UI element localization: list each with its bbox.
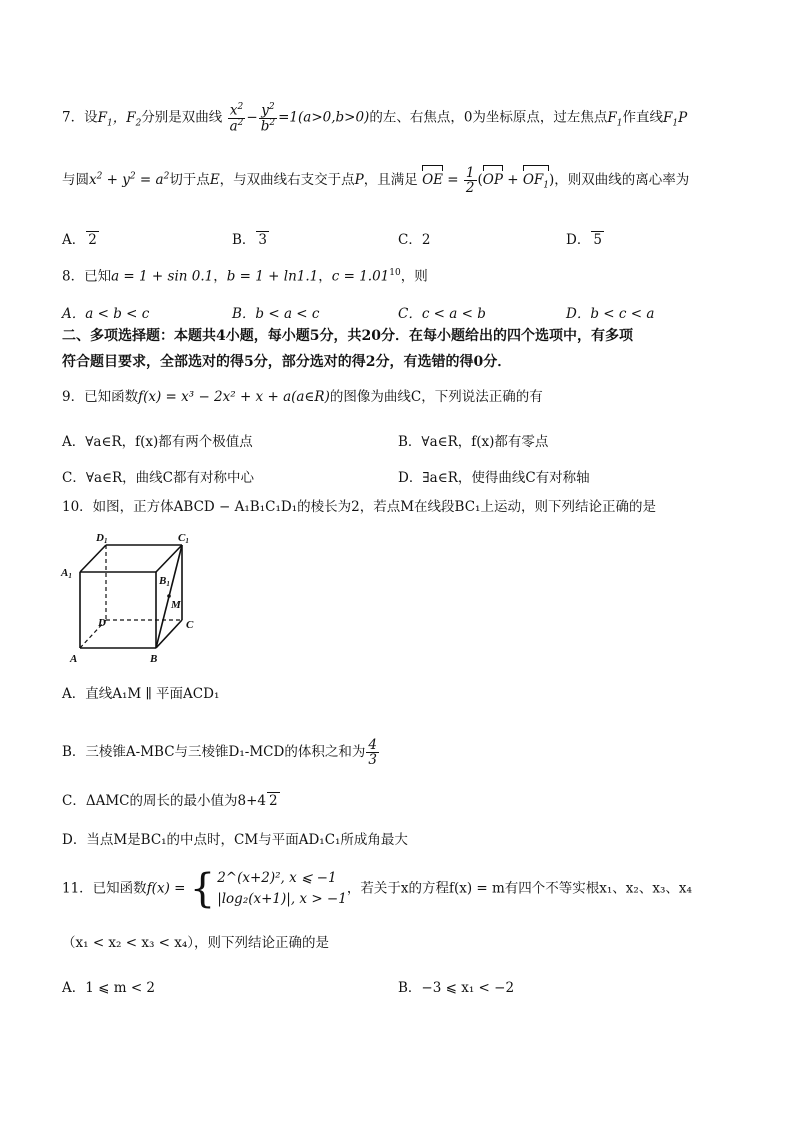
q7-stem-line1: 7．设$F_1$，$F_2$分别是双曲线 $\frac{x^2}{a^2}$ − $\frac{y^2}{b^2}$ =1(a>0,b>0)的左、右焦点，0为坐标原点，过左焦点$F_1$作直线$F_1P$ — [62, 102, 688, 135]
q7-text-i: ，则双曲线的离心率为 — [554, 172, 690, 189]
label-c: C — [186, 619, 194, 631]
q9-option-a[interactable]: A．∀a∈R，f(x)都有两个极值点 — [62, 434, 253, 450]
q11-option-a[interactable]: A．1 ⩽ m < 2 — [62, 980, 156, 996]
q7-option-c[interactable]: C．2 — [398, 232, 431, 248]
q10-stem: 10．如图，正方体ABCD − A₁B₁C₁D₁的棱长为2，若点M在线段BC₁上运动，则下列结论正确的是 — [62, 499, 656, 515]
q10-option-c[interactable]: C．ΔAMC的周长的最小值为8+4 2 — [62, 793, 278, 809]
q8-stem: 8．已知a = 1 + sin 0.1，b = 1 + ln1.1，$c = 1.01^{10}$，则 — [62, 268, 428, 285]
q10-option-a[interactable]: A．直线A₁M ∥ 平面ACD₁ — [62, 686, 220, 702]
q9-option-d[interactable]: D．∃a∈R，使得曲线C有对称轴 — [398, 470, 590, 486]
q10-option-b[interactable]: B．三棱锥A-MBC与三棱锥D₁-MCD的体积之和为 $\frac{4}{3}$ — [62, 737, 377, 769]
q11-stem-line2: （x₁ < x₂ < x₃ < x₄），则下列结论正确的是 — [62, 935, 330, 951]
section2-heading-line1: 二、多项选择题：本题共4小题，每小题5分，共20分．在每小题给出的四个选项中，有多项 — [62, 328, 633, 344]
q8-option-b[interactable]: B．b < a < c — [232, 306, 320, 322]
label-a: A — [70, 653, 78, 665]
q7-text-f: 切于点 — [169, 172, 210, 189]
label-m: M — [171, 599, 181, 611]
q7-text-b: 分别是双曲线 — [141, 109, 223, 126]
q7-option-b[interactable]: B． 3 — [232, 232, 268, 248]
q7-option-d[interactable]: D． 5 — [566, 232, 602, 248]
q7-text-e: 与圆 — [62, 172, 89, 189]
q7-frac-half: $\frac{1}{2}$ — [465, 165, 475, 197]
section2-heading-line2: 符合题目要求，全部选对的得5分，部分选对的得2分，有选错的得0分． — [62, 354, 512, 370]
q7-frac-x: $\frac{x^2}{a^2}$ — [229, 102, 244, 135]
q9-option-b[interactable]: B．∀a∈R，f(x)都有零点 — [398, 434, 549, 450]
q11-option-b[interactable]: B．−3 ⩽ x₁ < −2 — [398, 980, 515, 996]
point-m — [167, 594, 171, 598]
label-b: B — [150, 653, 158, 665]
q11-cases: 2^(x+2)², x ⩽ −1 |log₂(x+1)|, x > −1 — [217, 870, 347, 907]
q11-stem-line1: 11．已知函数f(x) = { 2^(x+2)², x ⩽ −1 |log₂(x+1)|, x > −1，若关于x的方程f(x) = m有四个不等实根x₁、x₂、x₃、x₄ — [62, 865, 692, 912]
cube-figure — [58, 530, 208, 670]
q7-text-a: 7．设 — [62, 109, 98, 126]
label-d: D — [98, 617, 106, 629]
q7-frac-y: $\frac{y^2}{b^2}$ — [260, 102, 276, 135]
label-d1: D1 — [96, 532, 108, 545]
q7-stem-line2: 与圆$x^2 + y^2 = a^2$切于点E，与双曲线右支交于点P，且满足 OE = $\frac{1}{2}$ $(OP + OF_1)$，则双曲线的离心率为 — [62, 165, 690, 197]
label-c1: C1 — [178, 532, 189, 545]
label-a1: A1 — [61, 567, 72, 580]
q8-option-d[interactable]: D．b < c < a — [566, 306, 655, 322]
q9-option-c[interactable]: C．∀a∈R，曲线C都有对称中心 — [62, 470, 255, 486]
q7-option-a[interactable]: A． 2 — [62, 232, 97, 248]
edge-a1d1 — [80, 545, 106, 572]
q7-f1f2: $F_1$，$F_2$ — [97, 109, 142, 129]
q8-option-c[interactable]: C．c < a < b — [398, 306, 486, 322]
q7-text-c: 的左、右焦点，0为坐标原点，过左焦点 — [369, 109, 608, 126]
q10-option-d[interactable]: D．当点M是BC₁的中点时，CM与平面AD₁C₁所成角最大 — [62, 832, 408, 848]
q7-text-h: ，且满足 — [363, 172, 418, 189]
q9-stem: 9．已知函数f(x) = x³ − 2x² + x + a(a∈R)的图像为曲线C，下列说法正确的有 — [62, 389, 543, 405]
q8-option-a[interactable]: A．a < b < c — [62, 306, 150, 322]
q7-text-d: 作直线 — [622, 109, 664, 126]
q7-text-g: ，与双曲线右支交于点 — [219, 172, 355, 189]
label-b1: B1 — [159, 575, 170, 588]
